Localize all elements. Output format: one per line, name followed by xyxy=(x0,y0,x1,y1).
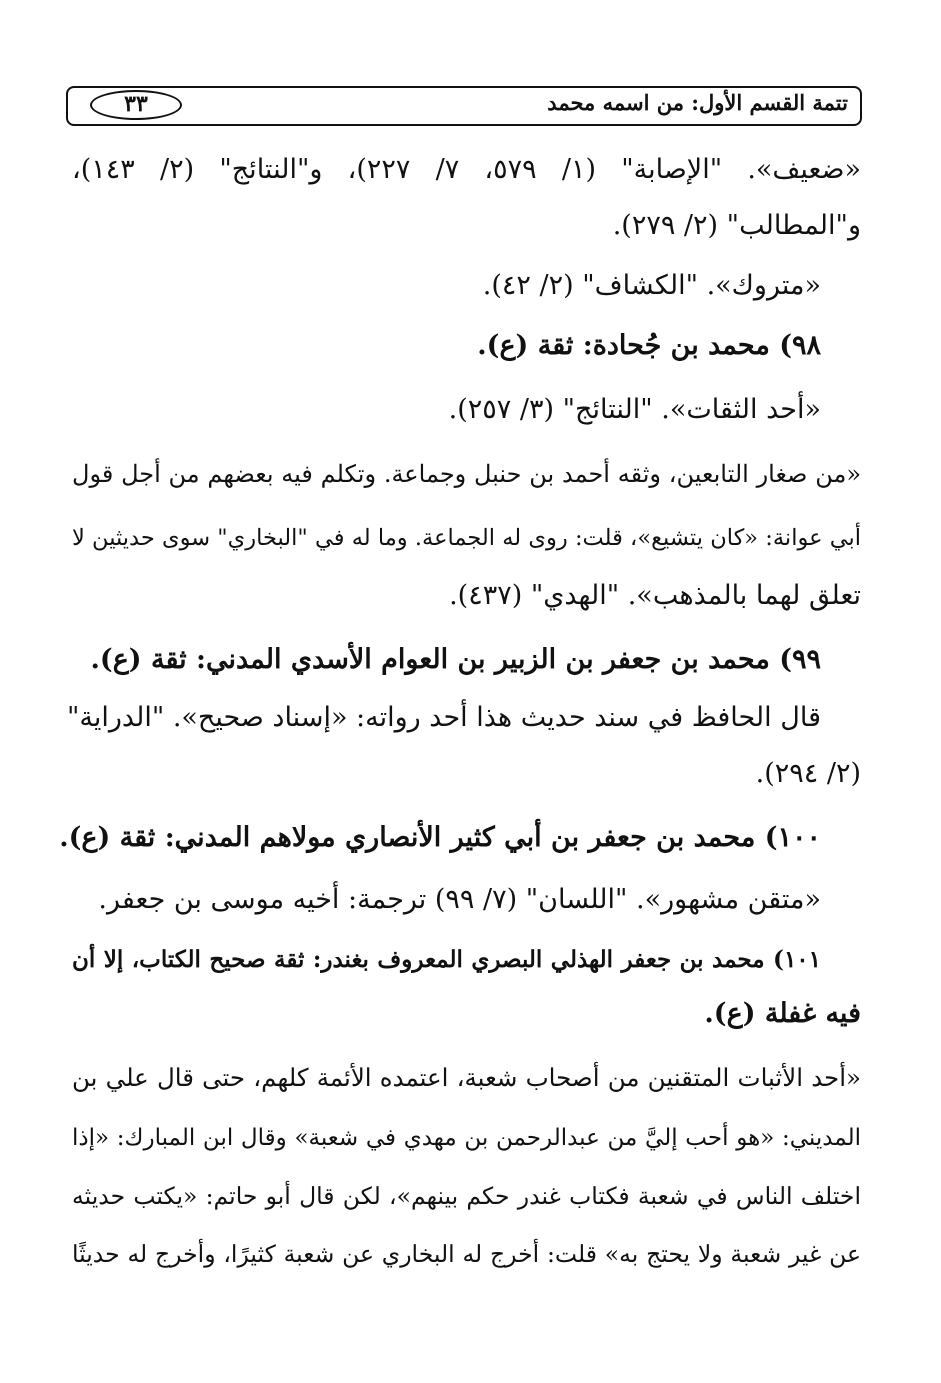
header-title: تتمة القسم الأول: من اسمه محمد xyxy=(547,90,848,115)
text-line: «ضعيف». "الإصابة" (١/ ٥٧٩، ٧/ ٢٢٧)، و"النتائج" (٢/ ١٤٣)، xyxy=(72,154,862,185)
text-line: المديني: «هو أحب إليَّ من عبدالرحمن بن مهدي في شعبة» وقال ابن المبارك: «إذا xyxy=(72,1125,861,1151)
text-line: أبي عوانة: «كان يتشيع»، قلت: روى له الجماعة. وما له في "البخاري" سوى حديثين لا xyxy=(72,525,861,551)
entry-heading-98: ٩٨) محمد بن جُحادة: ثقة (ع). xyxy=(477,330,821,361)
text-line: عن غير شعبة ولا يحتج به» قلت: أخرج له البخاري عن شعبة كثيرًا، وأخرج له حديثًا xyxy=(72,1240,861,1268)
running-header xyxy=(66,86,862,126)
text-line: قال الحافظ في سند حديث هذا أحد رواته: «إسناد صحيح». "الدراية" xyxy=(66,702,821,733)
text-line: «من صغار التابعين، وثقه أحمد بن حنبل وجماعة. وتكلم فيه بعضهم من أجل قول xyxy=(72,460,862,488)
page-number: ٣٣ xyxy=(90,90,182,120)
text-line: «أحد الأثبات المتقنين من أصحاب شعبة، اعتمده الأئمة كلهم، حتى قال علي بن xyxy=(72,1063,861,1092)
entry-heading-101: ١٠١) محمد بن جعفر الهذلي البصري المعروف بغندر: ثقة صحيح الكتاب، إلا أن xyxy=(72,946,821,973)
entry-heading-101-cont: فيه غفلة (ع). xyxy=(704,998,861,1029)
entry-heading-100: ١٠٠) محمد بن جعفر بن أبي كثير الأنصاري مولاهم المدني: ثقة (ع). xyxy=(59,822,821,853)
entry-heading-99: ٩٩) محمد بن جعفر بن الزبير بن العوام الأسدي المدني: ثقة (ع). xyxy=(90,644,821,675)
text-line: تعلق لهما بالمذهب». "الهدي" (٤٣٧). xyxy=(449,580,861,611)
text-line: «متروك». "الكشاف" (٢/ ٤٢). xyxy=(482,270,821,301)
text-line: (٢/ ٢٩٤). xyxy=(755,758,861,789)
text-line: و"المطالب" (٢/ ٢٧٩). xyxy=(612,210,861,241)
text-line: «أحد الثقات». "النتائج" (٣/ ٢٥٧). xyxy=(448,394,821,425)
text-line: اختلف الناس في شعبة فكتاب غندر حكم بينهم»، لكن قال أبو حاتم: «يكتب حديثه xyxy=(72,1182,861,1210)
text-line: «متقن مشهور». "اللسان" (٧/ ٩٩) ترجمة: أخيه موسى بن جعفر. xyxy=(98,884,821,915)
